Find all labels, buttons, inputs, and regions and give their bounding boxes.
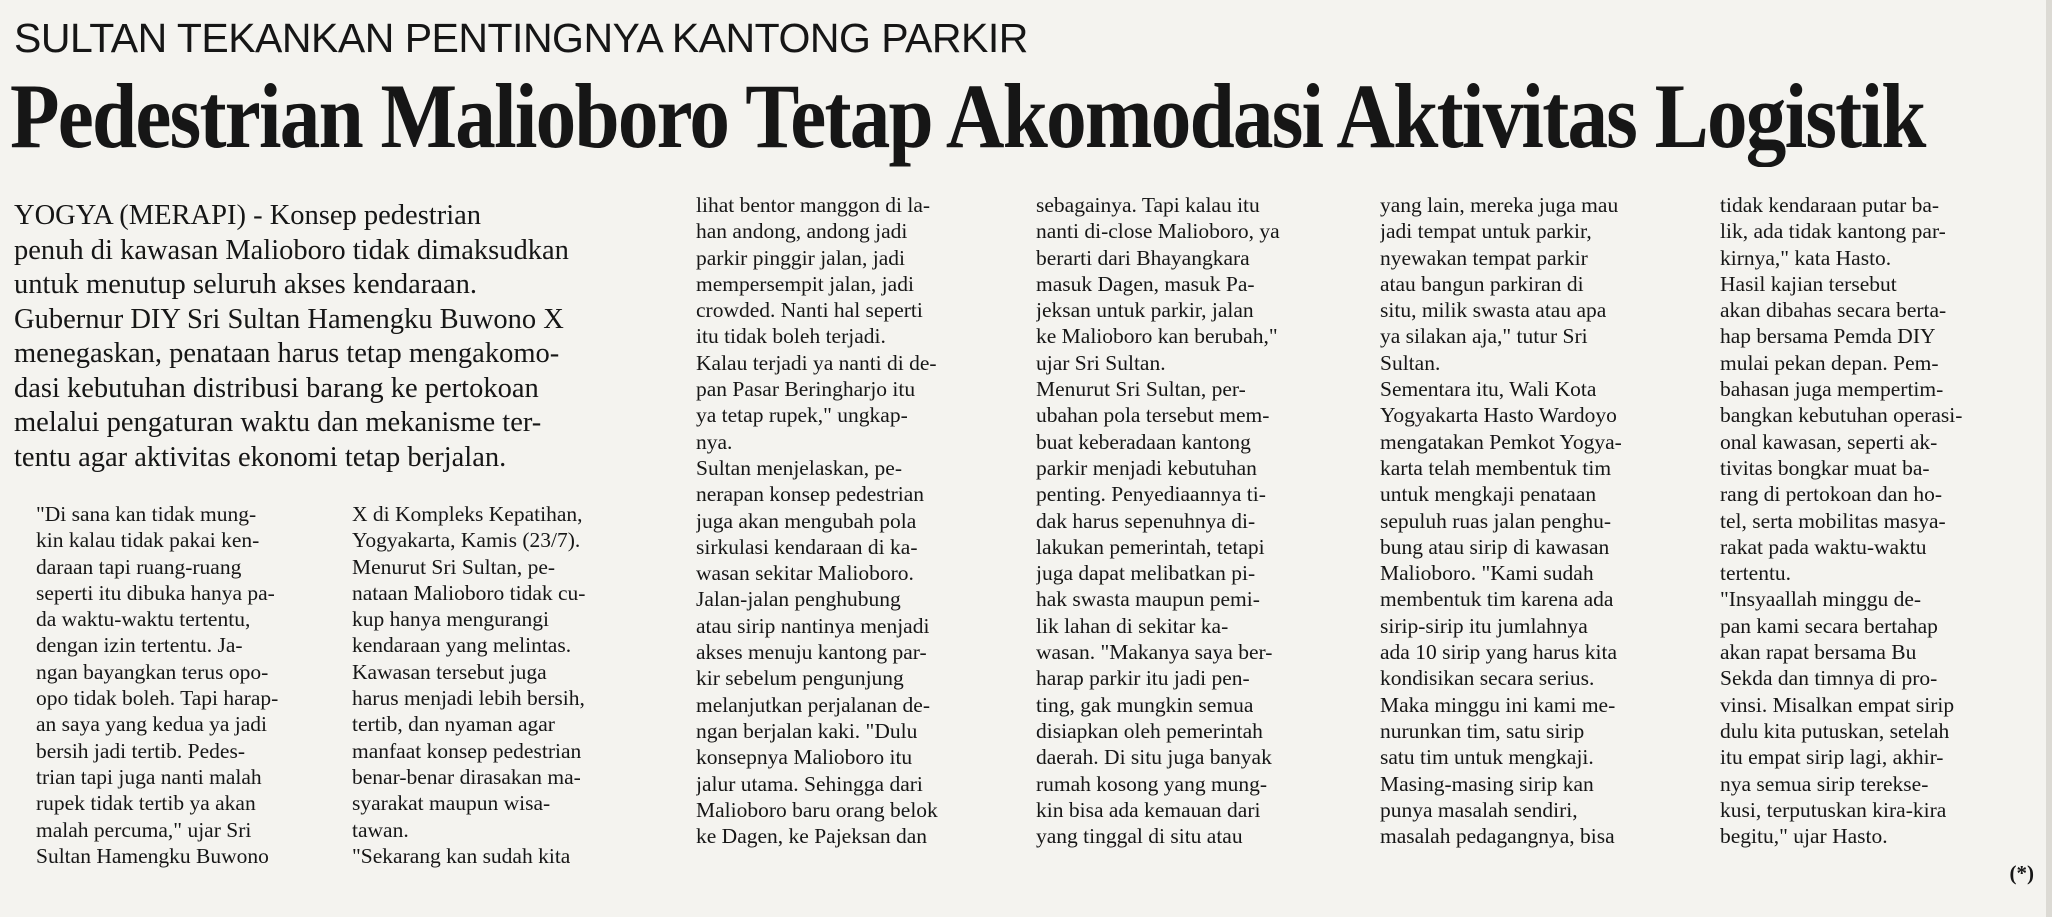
text-line: kin bisa ada kemauan dari xyxy=(1036,797,1261,822)
text-line: ngan berjalan kaki. "Dulu xyxy=(696,718,918,743)
text-line: nanti di-close Malioboro, ya xyxy=(1036,219,1280,244)
text-line: yang tinggal di situ atau xyxy=(1036,824,1243,849)
text-line: ting, gak mungkin semua xyxy=(1036,692,1254,717)
text-line: menegaskan, penataan harus tetap mengakomo- xyxy=(14,338,560,369)
text-line: Menurut Sri Sultan, per- xyxy=(1036,377,1246,402)
text-line: an saya yang kedua ya jadi xyxy=(36,712,268,737)
kicker: SULTAN TEKANKAN PENTINGNYA KANTONG PARKIR xyxy=(14,15,1028,61)
text-line: vinsi. Misalkan empat sirip xyxy=(1720,692,1955,717)
text-line: Masing-masing sirip kan xyxy=(1380,771,1594,796)
text-line: Hasil kajian tersebut xyxy=(1720,271,1897,296)
sub-column-1 xyxy=(36,501,346,869)
page-edge xyxy=(2046,0,2052,917)
text-line: mengatakan Pemkot Yogya- xyxy=(1380,429,1622,454)
text-line: Sekda dan timnya di pro- xyxy=(1720,666,1938,691)
sub-column-2 xyxy=(352,501,672,869)
text-line: ngan bayangkan terus opo- xyxy=(36,659,269,684)
text-line: sepuluh ruas jalan penghu- xyxy=(1380,508,1612,533)
text-line: Menurut Sri Sultan, pe- xyxy=(352,554,556,579)
text-line: pan Pasar Beringharjo itu xyxy=(696,377,916,402)
text-line: ya tetap rupek," ungkap- xyxy=(696,403,908,428)
end-mark: (*) xyxy=(2009,861,2034,885)
text-line: seperti itu dibuka hanya pa- xyxy=(36,580,275,605)
text-line: tertib, dan nyaman agar xyxy=(352,712,555,737)
text-line: bung atau sirip di kawasan xyxy=(1380,534,1610,559)
text-line: bahasan juga mempertim- xyxy=(1720,377,1944,402)
text-line: wasan sekitar Malioboro. xyxy=(696,561,914,586)
text-line: situ, milik swasta atau apa xyxy=(1380,298,1607,323)
text-line: satu tim untuk mengkaji. xyxy=(1380,745,1594,770)
text-line: akan dibahas secara berta- xyxy=(1720,298,1947,323)
text-line: rakat pada waktu-waktu xyxy=(1720,534,1927,559)
text-line: melanjutkan perjalanan de- xyxy=(696,692,931,717)
text-line: juga dapat melibatkan pi- xyxy=(1036,561,1256,586)
text-line: dengan izin tertentu. Ja- xyxy=(36,633,243,658)
text-line: Malioboro. "Kami sudah xyxy=(1380,561,1594,586)
text-line: dak harus sepenuhnya di- xyxy=(1036,508,1256,533)
text-line: masuk Dagen, masuk Pa- xyxy=(1036,271,1255,296)
text-line: han andong, andong jadi xyxy=(696,219,908,244)
text-line: lakukan pemerintah, tetapi xyxy=(1036,534,1265,559)
text-line: dulu kita putuskan, setelah xyxy=(1720,718,1950,743)
text-line: lik lahan di sekitar ka- xyxy=(1036,613,1229,638)
text-line: tertentu. xyxy=(1720,561,1792,586)
text-line: ubahan pola tersebut mem- xyxy=(1036,403,1270,428)
text-line: harus menjadi lebih bersih, xyxy=(352,686,585,711)
text-line: rupek tidak tertib ya akan xyxy=(36,791,256,816)
text-line: kin kalau tidak pakai ken- xyxy=(36,528,260,553)
text-line: kondisikan secara serius. xyxy=(1380,666,1595,691)
text-line: Kawasan tersebut juga xyxy=(352,659,547,684)
text-line: punya masalah sendiri, xyxy=(1380,797,1578,822)
text-line: sirkulasi kendaraan di ka- xyxy=(696,534,918,559)
text-line: penting. Penyediaannya ti- xyxy=(1036,482,1266,507)
text-line: X di Kompleks Kepatihan, xyxy=(352,502,583,526)
column-3 xyxy=(1036,192,1356,849)
text-line: Gubernur DIY Sri Sultan Hamengku Buwono X xyxy=(14,303,564,335)
text-line: begitu," ujar Hasto. xyxy=(1720,824,1888,849)
text-line: disiapkan oleh pemerintah xyxy=(1036,718,1263,743)
text-line: mulai pekan depan. Pem- xyxy=(1720,350,1939,375)
text-line: crowded. Nanti hal seperti xyxy=(696,298,923,323)
text-line: ada 10 sirip yang harus kita xyxy=(1380,640,1618,665)
text-line: "Sekarang kan sudah kita xyxy=(352,843,571,868)
text-line: kusi, terputuskan kira-kira xyxy=(1720,797,1947,822)
text-line: untuk mengkaji penataan xyxy=(1380,482,1597,507)
text-line: itu tidak boleh terjadi. xyxy=(696,324,886,349)
text-line: tidak kendaraan putar ba- xyxy=(1720,193,1940,217)
text-line: atau sirip nantinya menjadi xyxy=(696,613,930,638)
text-line: syarakat maupun wisa- xyxy=(352,791,551,816)
text-line: konsepnya Malioboro itu xyxy=(696,745,913,770)
text-line: ke Dagen, ke Pajeksan dan xyxy=(696,824,928,849)
text-line: tel, serta mobilitas masya- xyxy=(1720,508,1946,533)
text-line: hap bersama Pemda DIY xyxy=(1720,324,1936,349)
text-line: Malioboro baru orang belok xyxy=(696,797,938,822)
text-line: karta telah membentuk tim xyxy=(1380,455,1612,480)
text-line: manfaat konsep pedestrian xyxy=(352,738,582,763)
text-line: nya semua sirip tereksе- xyxy=(1720,771,1929,796)
text-line: sebagainya. Tapi kalau itu xyxy=(1036,193,1260,217)
text-line: jadi tempat untuk parkir, xyxy=(1380,219,1592,244)
text-line: penuh di kawasan Malioboro tidak dimaksudkan xyxy=(14,234,569,266)
text-line: juga akan mengubah pola xyxy=(696,508,917,533)
text-line: benar-benar dirasakan ma- xyxy=(352,764,581,789)
text-line: kirnya," kata Hasto. xyxy=(1720,245,1892,270)
text-line: pan kami secara bertahap xyxy=(1720,613,1938,638)
text-line: rang di pertokoan dan ho- xyxy=(1720,482,1943,507)
text-line: jalur utama. Sehingga dari xyxy=(696,771,923,796)
text-line: yang lain, mereka juga mau xyxy=(1380,193,1619,217)
text-line: malah percuma," ujar Sri xyxy=(36,817,252,842)
text-line: Sementara itu, Wali Kota xyxy=(1380,377,1597,402)
text-line: nyewakan tempat parkir xyxy=(1380,245,1588,270)
text-line: lihat bentor manggon di la- xyxy=(696,193,931,217)
text-line: Jalan-jalan penghubung xyxy=(696,587,901,612)
text-line: hak swasta maupun pemi- xyxy=(1036,587,1260,612)
text-line: nya. xyxy=(696,429,733,454)
text-line: trian tapi juga nanti malah xyxy=(36,764,262,789)
text-line: itu empat sirip lagi, akhir- xyxy=(1720,745,1944,770)
text-line: Kalau terjadi ya nanti di de- xyxy=(696,350,937,375)
text-line: opo tidak boleh. Tapi harap- xyxy=(36,686,279,711)
text-line: wasan. "Makanya saya ber- xyxy=(1036,640,1273,665)
text-line: nurunkan tim, satu sirip xyxy=(1380,718,1585,743)
text-line: parkir pinggir jalan, jadi xyxy=(696,245,905,270)
text-line: untuk menutup seluruh akses kendaraan. xyxy=(14,269,477,300)
text-line: ke Malioboro kan berubah," xyxy=(1036,324,1278,349)
text-line: daerah. Di situ juga banyak xyxy=(1036,745,1272,770)
text-line: Yogyakarta, Kamis (23/7). xyxy=(352,528,581,553)
text-line: bersih jadi tertib. Pedes- xyxy=(36,738,245,763)
text-line: akses menuju kantong par- xyxy=(696,640,927,665)
column-5 xyxy=(1720,192,2040,849)
column-4 xyxy=(1380,192,1700,849)
text-line: Maka minggu ini kami me- xyxy=(1380,692,1616,717)
text-line: membentuk tim karena ada xyxy=(1380,587,1614,612)
text-line: bangkan kebutuhan operasi- xyxy=(1720,403,1963,428)
text-line: atau bangun parkiran di xyxy=(1380,271,1584,296)
text-line: kendaraan yang melintas. xyxy=(352,633,572,658)
column-2 xyxy=(696,192,1016,849)
text-line: lik, ada tidak kantong par- xyxy=(1720,219,1946,244)
text-line: buat keberadaan kantong xyxy=(1036,429,1251,454)
text-line: parkir menjadi kebutuhan xyxy=(1036,455,1257,480)
text-line: Yogyakarta Hasto Wardoyo xyxy=(1380,403,1617,428)
text-line: harap parkir itu jadi pen- xyxy=(1036,666,1250,691)
text-line: berarti dari Bhayangkara xyxy=(1036,245,1250,270)
text-line: ya silakan aja," tutur Sri xyxy=(1380,324,1588,349)
text-line: YOGYA (MERAPI) - Konsep pedestrian xyxy=(14,200,482,231)
text-line: masalah pedagangnya, bisa xyxy=(1380,824,1615,849)
text-line: Sultan Hamengku Buwono xyxy=(36,843,269,868)
text-line: dasi kebutuhan distribusi barang ke pertokoan xyxy=(14,372,539,404)
text-line: nataan Malioboro tidak cu- xyxy=(352,580,586,605)
text-line: "Insyaallah minggu de- xyxy=(1720,587,1922,612)
text-line: da waktu-waktu tertentu, xyxy=(36,607,251,632)
text-line: Sultan menjelaskan, pe- xyxy=(696,455,902,480)
text-line: tentu agar aktivitas ekonomi tetap berjalan. xyxy=(14,441,507,473)
text-line: akan rapat bersama Bu xyxy=(1720,640,1917,665)
text-line: melalui pengaturan waktu dan mekanisme ter- xyxy=(14,407,542,438)
text-line: daraan tapi ruang-ruang xyxy=(36,554,242,579)
text-line: "Di sana kan tidak mung- xyxy=(36,502,257,526)
text-line: jeksan untuk parkir, jalan xyxy=(1036,298,1254,323)
text-line: kup hanya mengurangi xyxy=(352,607,550,632)
text-line: tivitas bongkar muat ba- xyxy=(1720,455,1930,480)
text-line: rumah kosong yang mung- xyxy=(1036,771,1268,796)
text-line: mempersempit jalan, jadi xyxy=(696,271,914,296)
headline: Pedestrian Malioboro Tetap Akomodasi Aktivitas Logistik xyxy=(10,65,1925,167)
lead-paragraph xyxy=(14,199,674,475)
text-line: sirip-sirip itu jumlahnya xyxy=(1380,613,1588,638)
text-line: Sultan. xyxy=(1380,350,1441,375)
text-line: tawan. xyxy=(352,817,409,842)
text-line: kir sebelum pengunjung xyxy=(696,666,904,691)
text-line: onal kawasan, seperti ak- xyxy=(1720,429,1938,454)
text-line: ujar Sri Sultan. xyxy=(1036,350,1166,375)
text-line: nerapan konsep pedestrian xyxy=(696,482,925,507)
